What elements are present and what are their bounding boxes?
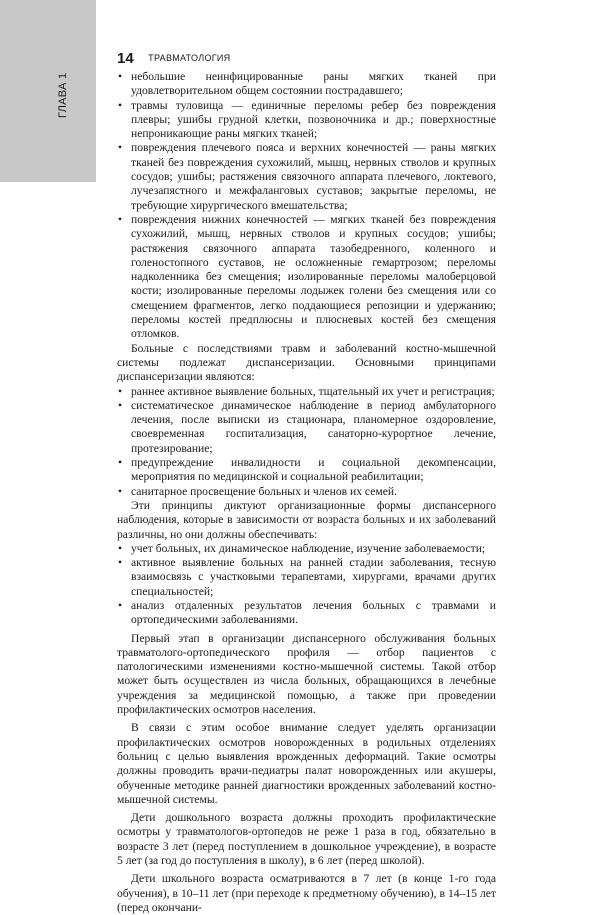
list-item: • санитарное просвещение больных и членов их семей.: [117, 485, 496, 499]
paragraph: Эти принципы диктуют организационные формы диспансерного наблюдения, которые в зависимости от возраста больных и их заболеваний различны, но они должны обеспечивать:: [117, 498, 496, 541]
paragraph: Первый этап в организации диспансерного обслуживания больных травматолого-ортопедического профиля — отбор пациентов с патологическими изменениями костно-мышечной системы. Такой отбор может быть осуществлен из числа больных, обращающихся в лечебные учреждения за медицинской помощью, а также при проведении профилактических осмотров населения.: [117, 631, 496, 717]
paragraph: Дети дошкольного возраста должны проходить профилактические осмотры у травматологов-ортопедов не реже 1 раза в год, обязательно в возрасте 3 лет (перед поступлением в дошкольное учреждение), в возрасте 5 лет (за год до поступления в школу), в 6 лет (перед школой).: [117, 811, 496, 868]
page-header: [117, 50, 497, 70]
running-title: ТРАВМАТОЛОГИЯ: [148, 53, 231, 63]
list-item: • повреждения плечевого пояса и верхних конечностей — раны мягких тканей без повреждения сухожилий, мышц, нервных стволов и крупных сосудов; ушибы; растяжения связочного аппарата плечевого, локтевого, лучезапястного и межфаланговых суставов; закрытые переломы, не требующие хирургического вмешательства;: [117, 141, 496, 212]
chapter-label: ГЛАВА 1: [57, 72, 69, 118]
paragraph: Дети школьного возраста осматриваются в 7 лет (в конце 1-го года обучения), в 10–11 лет (при переходе к предметному обучению), в 14–15 лет (перед окончани-: [117, 872, 496, 914]
list-item: • предупреждение инвалидности и социальной декомпенсации, мероприятия по медицинской и социальной реабилитации;: [117, 456, 496, 485]
list-item: • активное выявление больных на ранней стадии заболевания, тесную взаимосвязь с участковыми терапевтами, хирургами, врачами других специальностей;: [117, 556, 496, 599]
list-item: • повреждения нижних конечностей — мягких тканей без повреждения сухожилий, мышц, нервных стволов и крупных сосудов; ушибы; растяжения связочного аппарата тазобедренного, коленного и голеностопного суставов, не осложненные гемартрозом; переломы надколенника без смещения; изолированные переломы малоберцовой кости; изолированные переломы лодыжек голени без смещения или со смещением фрагментов, легко поддающиеся репозиции и удержанию; переломы костей предплюсны и плюсневых костей без смещения отломков.: [117, 213, 496, 342]
list-item: • анализ отдаленных результатов лечения больных с травмами и ортопедическими заболеваниями.: [117, 599, 496, 628]
paragraph: Больные с последствиями травм и заболеваний костно-мышечной системы подлежат диспансеризации. Основными принципами диспансеризации являются:: [117, 341, 496, 384]
list-item: • учет больных, их динамическое наблюдение, изучение заболеваемости;: [117, 542, 496, 556]
principles-list: [117, 385, 496, 499]
requirements-list: [117, 542, 496, 628]
list-item: • раннее активное выявление больных, тщательный их учет и регистрация;: [117, 385, 496, 399]
injury-list: [117, 70, 496, 342]
paragraph: В связи с этим особое внимание следует уделять организации профилактических осмотров новорожденных в родильных отделениях больниц с целью выявления врожденных деформаций. Такие осмотры должны проводить врачи-педиатры палат новорожденных или акушеры, обученные методике ранней диагностики врожденных заболеваний костно-мышечной системы.: [117, 721, 496, 806]
page-number: 14: [117, 50, 134, 67]
chapter-side-tab: [0, 0, 96, 182]
list-item: • систематическое динамическое наблюдение в период амбулаторного лечения, после выписки из стационара, планомерное оздоровление, своевременная госпитализация, санаторно-курортное лечение, протезирование;: [117, 399, 496, 456]
list-item: • небольшие неинфицированные раны мягких тканей при удовлетворительном общем состоянии пострадавшего;: [117, 70, 496, 99]
list-item: • травмы туловища — единичные переломы ребер без повреждения плевры; ушибы грудной клетки, позвоночника и др.; поверхностные непроникающие раны мягких тканей;: [117, 99, 496, 142]
page-body: [117, 70, 496, 915]
